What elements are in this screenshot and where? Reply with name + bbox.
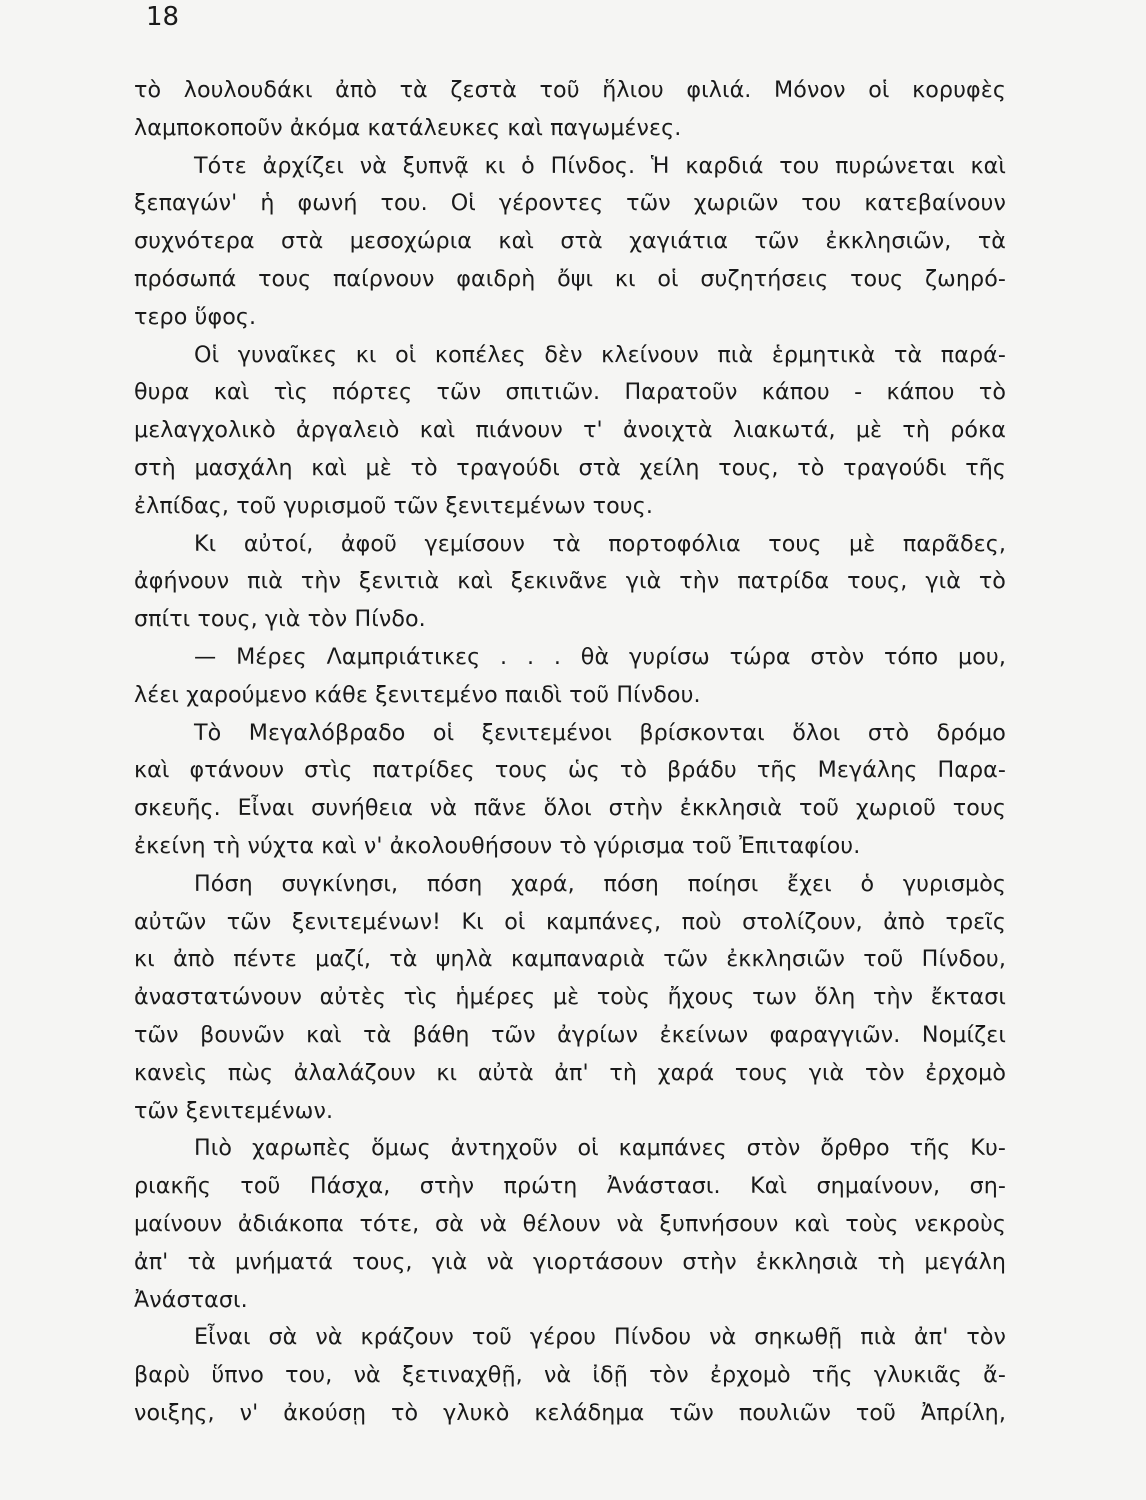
- text-line: πρόσωπά τους παίρνουν φαιδρὴ ὄψι κι οἱ συζητήσεις τους ζωηρό-: [134, 265, 1006, 292]
- text-line: Πόση συγκίνησι, πόση χαρά, πόση ποίησι ἔχει ὁ γυρισμὸς: [194, 870, 1006, 897]
- text-line: καὶ φτάνουν στὶς πατρίδες τους ὡς τὸ βράδυ τῆς Μεγάλης Παρα-: [134, 757, 1006, 784]
- text-line: συχνότερα στὰ μεσοχώρια καὶ στὰ χαγιάτια τῶν ἐκκλησιῶν, τὰ: [134, 228, 1006, 255]
- text-line: τῶν βουνῶν καὶ τὰ βάθη τῶν ἀγρίων ἐκείνων φαραγγιῶν. Νομίζει: [134, 1021, 1006, 1048]
- text-line: τερο ὕφος.: [134, 303, 257, 330]
- text-line: Τότε ἀρχίζει νὰ ξυπνᾷ κι ὁ Πίνδος. Ἡ καρδιά του πυρώνεται καὶ: [194, 152, 1006, 179]
- text-line: κανεὶς πὼς ἀλαλάζουν κι αὐτὰ ἀπ' τὴ χαρά τους γιὰ τὸν ἐρχομὸ: [134, 1059, 1006, 1086]
- text-line: ἀναστατώνουν αὐτὲς τὶς ἡμέρες μὲ τοὺς ἤχους των ὅλη τὴν ἔκτασι: [134, 984, 1006, 1011]
- text-line: αὐτῶν τῶν ξενιτεμένων! Κι οἱ καμπάνες, ποὺ στολίζουν, ἀπὸ τρεῖς: [134, 908, 1006, 935]
- text-line: Οἱ γυναῖκες κι οἱ κοπέλες δὲν κλείνουν πιὰ ἑρμητικὰ τὰ παρά-: [194, 341, 1006, 368]
- text-line: ἐκείνη τὴ νύχτα καὶ ν' ἀκολουθήσουν τὸ γύρισμα τοῦ Ἐπιταφίου.: [134, 832, 861, 859]
- text-line: νοιξης, ν' ἀκούσῃ τὸ γλυκὸ κελάδημα τῶν πουλιῶν τοῦ Ἀπρίλη,: [134, 1399, 1006, 1426]
- text-line: Εἶναι σὰ νὰ κράζουν τοῦ γέρου Πίνδου νὰ σηκωθῇ πιὰ ἀπ' τὸν: [194, 1324, 1006, 1351]
- text-line: μαίνουν ἀδιάκοπα τότε, σὰ νὰ θέλουν νὰ ξυπνήσουν καὶ τοὺς νεκροὺς: [134, 1210, 1006, 1237]
- text-line: θυρα καὶ τὶς πόρτες τῶν σπιτιῶν. Παρατοῦν κάπου - κάπου τὸ: [134, 379, 1006, 406]
- text-line: βαρὺ ὕπνο του, νὰ ξετιναχθῇ, νὰ ἰδῇ τὸν ἐρχομὸ τῆς γλυκιᾶς ἄ-: [134, 1362, 1006, 1389]
- text-line: ἀφήνουν πιὰ τὴν ξενιτιὰ καὶ ξεκινᾶνε γιὰ τὴν πατρίδα τους, γιὰ τὸ: [134, 568, 1006, 595]
- text-line: Κι αὐτοί, ἀφοῦ γεμίσουν τὰ πορτοφόλια τους μὲ παρᾶδες,: [194, 530, 1006, 557]
- text-line: ἐλπίδας, τοῦ γυρισμοῦ τῶν ξενιτεμένων τους.: [134, 492, 654, 519]
- text-line: μελαγχολικὸ ἀργαλειὸ καὶ πιάνουν τ' ἀνοιχτὰ λιακωτά, μὲ τὴ ρόκα: [134, 417, 1006, 444]
- text-line: κι ἀπὸ πέντε μαζί, τὰ ψηλὰ καμπαναριὰ τῶν ἐκκλησιῶν τοῦ Πίνδου,: [134, 946, 1006, 973]
- text-line: τὸ λουλουδάκι ἀπὸ τὰ ζεστὰ τοῦ ἥλιου φιλιά. Μόνον οἱ κορυφὲς: [134, 77, 1006, 103]
- text-line: λαμποκοποῦν ἀκόμα κατάλευκες καὶ παγωμένες.: [134, 114, 682, 141]
- text-line: Ἀνάστασι.: [134, 1286, 248, 1313]
- text-line: — Μέρες Λαμπριάτικες . . . θὰ γυρίσω τώρα στὸν τόπο μου,: [194, 643, 1006, 670]
- text-line: σκευῆς. Εἶναι συνήθεια νὰ πᾶνε ὅλοι στὴν ἐκκλησιὰ τοῦ χωριοῦ τους: [134, 795, 1006, 822]
- text-line: ἀπ' τὰ μνήματά τους, γιὰ νὰ γιορτάσουν στὴν ἐκκλησιὰ τὴ μεγάλη: [134, 1248, 1006, 1275]
- text-line: στὴ μασχάλη καὶ μὲ τὸ τραγούδι στὰ χείλη τους, τὸ τραγούδι τῆς: [134, 454, 1006, 481]
- text-line: σπίτι τους, γιὰ τὸν Πίνδο.: [134, 606, 426, 633]
- text-line: ριακῆς τοῦ Πάσχα, στὴν πρώτη Ἀνάστασι. Καὶ σημαίνουν, ση-: [134, 1173, 1006, 1200]
- text-line: ξεπαγών' ἡ φωνή του. Οἱ γέροντες τῶν χωριῶν του κατεβαίνουν: [134, 190, 1006, 217]
- text-line: τῶν ξενιτεμένων.: [134, 1097, 334, 1124]
- text-line: Τὸ Μεγαλόβραδο οἱ ξενιτεμένοι βρίσκονται ὅλοι στὸ δρόμο: [194, 719, 1006, 746]
- text-line: Πιὸ χαρωπὲς ὅμως ἀντηχοῦν οἱ καμπάνες στὸν ὄρθρο τῆς Κυ-: [194, 1135, 1006, 1162]
- body-text: [134, 72, 1006, 1433]
- page-number: 18: [146, 2, 180, 32]
- text-line: λέει χαρούμενο κάθε ξενιτεμένο παιδὶ τοῦ Πίνδου.: [134, 681, 701, 708]
